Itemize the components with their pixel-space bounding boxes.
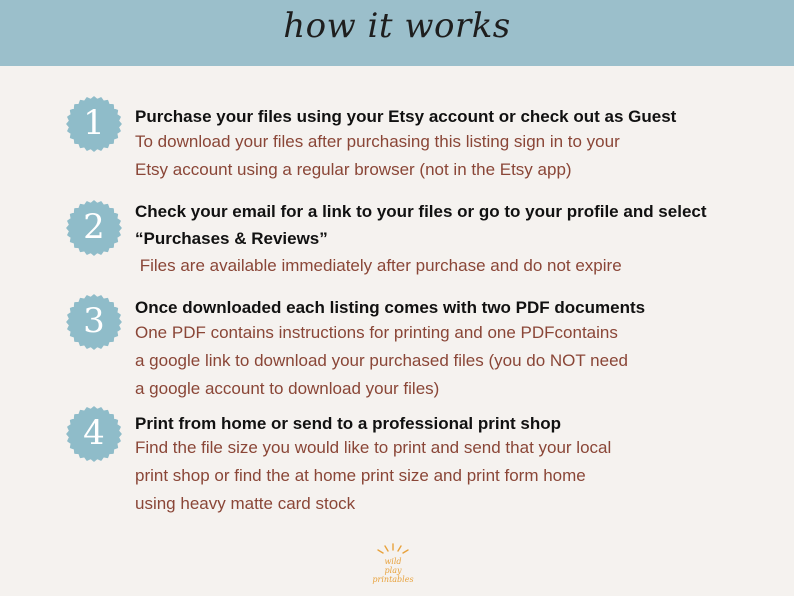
step-badge-1 [66, 96, 122, 152]
step-number-1: 1 [83, 103, 105, 143]
step-body-2 [135, 252, 775, 280]
step-heading-2 [135, 198, 785, 252]
step-body-line: Etsy account using a regular browser (not in the Etsy app) [135, 160, 572, 179]
step-body-line: To download your files after purchasing this listing sign in to your [135, 132, 620, 151]
step-body-1 [135, 128, 775, 184]
header-banner [0, 0, 794, 66]
step-body-3 [135, 319, 775, 403]
step-body-line: Find the file size you would like to print and send that your local [135, 438, 612, 457]
step-body-4 [135, 434, 775, 518]
step-body-line: Files are available immediately after purchase and do not expire [135, 256, 622, 275]
step-heading-4: Print from home or send to a professional print shop [135, 414, 561, 433]
step-body-line: One PDF contains instructions for printing and one PDFcontains [135, 323, 618, 342]
step-heading-line: “Purchases & Reviews” [135, 229, 328, 248]
step-heading-line: Check your email for a link to your files or go to your profile and select [135, 202, 707, 221]
step-body-line: a google account to download your files) [135, 379, 440, 398]
step-badge-2 [66, 200, 122, 256]
step-heading-3: Once downloaded each listing comes with two PDF documents [135, 298, 646, 317]
step-badge-3 [66, 294, 122, 350]
step-body-line: print shop or find the at home print size and print form home [135, 466, 586, 485]
step-body-line: using heavy matte card stock [135, 494, 356, 513]
page-title: how it works [283, 6, 511, 46]
sun-rays-icon [368, 542, 418, 558]
step-badge-4 [66, 406, 122, 462]
logo-word: play [384, 566, 402, 575]
step-number-2: 2 [83, 207, 105, 247]
step-number-3: 3 [83, 301, 105, 341]
step-number-4: 4 [83, 413, 105, 453]
logo-word: wild [384, 557, 402, 566]
brand-logo [368, 542, 418, 592]
logo-word: printables [372, 575, 414, 584]
step-body-line: a google link to download your purchased files (you do NOT need [135, 351, 628, 370]
step-heading-1: Purchase your files using your Etsy account or check out as Guest [135, 107, 677, 126]
